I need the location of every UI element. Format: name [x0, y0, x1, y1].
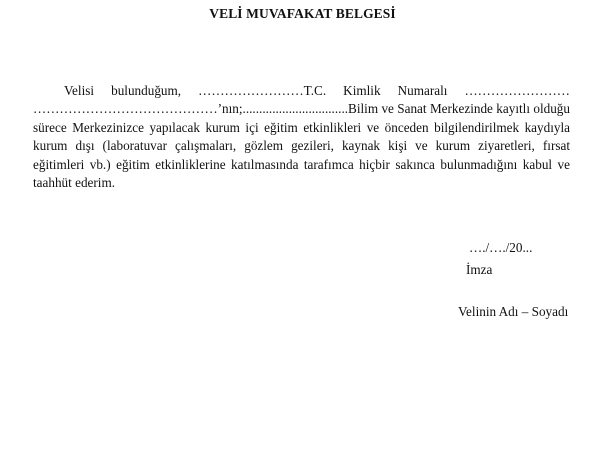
document-title: VELİ MUVAFAKAT BELGESİ: [209, 6, 396, 21]
date-line: …./…./20...: [469, 240, 533, 255]
consent-body-paragraph: Velisi bulunduğum, ……………………T.C. Kimlik Numaralı …………………… ……………………………………’nın;................................Bilim ve Sanat Merkezinde kayıtlı olduğu sürece Merkezinizce yapılacak kurum içi eğitim etkinlikleri ve önceden bilgilendirilmek kaydıyla kurum dışı (laboratuvar çalışmaları, gözlem gezileri, kaynak kişi ve kurum ziyaretleri, fırsat eğitimleri vb.) eğitim etkinliklerine katılmasında tarafımca hiçbir sakınca bulunmadığını kabul ve taahhüt ederim.: [33, 83, 570, 191]
signature-label: İmza: [466, 262, 493, 277]
parent-name-label: Velinin Adı – Soyadı: [458, 304, 569, 319]
